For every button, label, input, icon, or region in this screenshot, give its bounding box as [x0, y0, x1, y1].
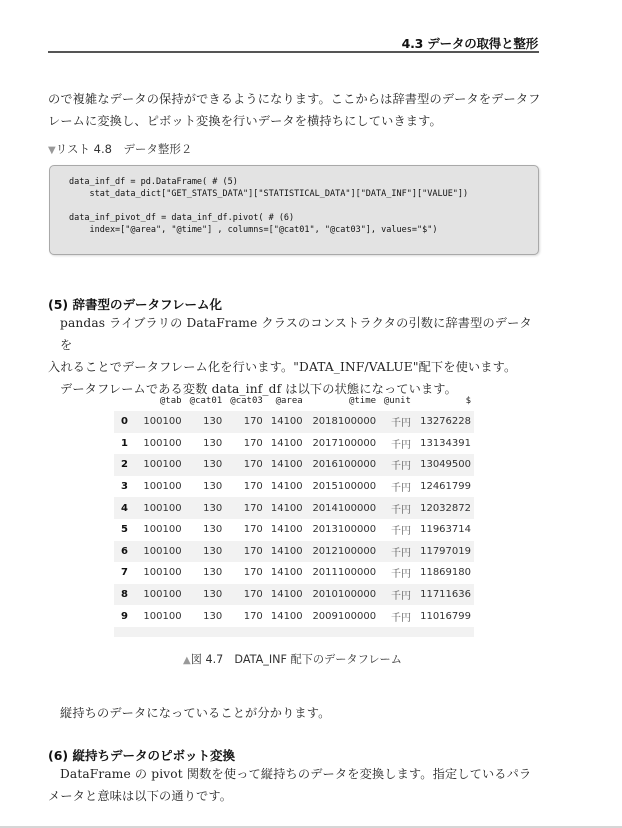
intro-paragraph [48, 88, 543, 132]
section-6-heading: (6) 縦持ちデータのピボット変換 [48, 748, 235, 763]
column-header-cat01: @cat01 [189, 396, 223, 406]
cat01-cell: 130 [185, 454, 226, 476]
figure-caption [183, 651, 402, 667]
unit-cell: 千円 [379, 584, 414, 606]
row-index: 1 [121, 437, 128, 449]
code-line: index=["@area", "@time"] , columns=["@cat01", "@cat03"], values="$") [69, 225, 438, 235]
listing-caption-text: リスト 4.8 データ整形２ [55, 142, 193, 156]
table-row [114, 497, 474, 519]
time-cell: 2016100000 [306, 454, 379, 476]
value-cell: 11797019 [414, 541, 474, 563]
table-row [114, 454, 474, 476]
tab-cell: 100100 [138, 497, 185, 519]
dataframe-table [114, 391, 474, 637]
table-row [114, 562, 474, 584]
cat01-cell: 130 [185, 411, 226, 433]
section-5-line-2: 入れることでデータフレーム化を行います。"DATA_INF/VALUE"配下を使います。 [48, 360, 517, 374]
unit-cell: 千円 [379, 541, 414, 563]
cat03-cell: 170 [243, 610, 263, 622]
area-cell: 14100 [266, 454, 306, 476]
section-6-line-1: DataFrame の pivot 関数を使って縦持ちのデータを変換します。指定しているパラ [60, 767, 532, 781]
time-cell: 2010100000 [306, 584, 379, 606]
unit-cell: 千円 [390, 569, 411, 581]
value-cell: 13049500 [414, 454, 474, 476]
figure-caption-text: 図 4.7 DATA_INF 配下のデータフレーム [190, 653, 402, 666]
section-5-heading: (5) 辞書型のデータフレーム化 [48, 297, 222, 312]
area-cell: 14100 [270, 437, 303, 449]
cat03-cell: 170 [225, 584, 266, 606]
area-cell: 14100 [270, 567, 303, 579]
intro-line-2: レームに変換し、ピボット変換を行いデータを横持ちにしていきます。 [48, 114, 442, 128]
value-cell: 13134391 [420, 437, 471, 449]
unit-cell: 千円 [390, 483, 411, 495]
tab-cell: 100100 [138, 454, 185, 476]
table-row [114, 476, 474, 498]
table-row [114, 411, 474, 433]
unit-cell: 千円 [379, 454, 414, 476]
cat01-cell: 130 [203, 524, 223, 536]
tab-cell: 100100 [138, 411, 185, 433]
triangle-down-icon: ▼ [48, 145, 56, 156]
tab-cell: 100100 [143, 524, 182, 536]
column-header-index [114, 391, 138, 411]
section-5-line-3: データフレームである変数 data_inf_df は以下の状態になっています。 [60, 382, 457, 396]
time-cell: 2017100000 [312, 437, 377, 449]
row-index: 0 [114, 411, 138, 433]
after-figure-line: 縦持ちのデータになっていることが分かります。 [60, 706, 331, 720]
tab-cell: 100100 [143, 567, 182, 579]
time-cell: 2009100000 [312, 610, 377, 622]
section-6-line-2: メータと意味は以下の通りです。 [48, 789, 233, 803]
code-line: data_inf_pivot_df = data_inf_df.pivot( # (6) [69, 213, 295, 223]
after-figure-paragraph [48, 702, 543, 724]
cat03-cell: 170 [243, 481, 263, 493]
cat01-cell: 130 [203, 610, 223, 622]
value-cell: 11869180 [420, 567, 471, 579]
cat03-cell: 170 [243, 437, 263, 449]
area-cell: 14100 [270, 524, 303, 536]
section-5-line-1: pandas ライブラリの DataFrame クラスのコンストラクタの引数に辞書型のデータを [60, 316, 532, 352]
unit-cell: 千円 [379, 411, 414, 433]
table-row [114, 433, 474, 455]
code-listing [49, 165, 539, 255]
table-row [114, 519, 474, 541]
time-cell: 2011100000 [312, 567, 377, 579]
tab-cell: 100100 [138, 584, 185, 606]
cat03-cell: 170 [225, 497, 266, 519]
value-cell: 12461799 [420, 481, 471, 493]
area-cell: 14100 [266, 411, 306, 433]
cat01-cell: 130 [185, 497, 226, 519]
row-index: 4 [114, 497, 138, 519]
area-cell: 14100 [270, 481, 303, 493]
time-cell: 2012100000 [306, 541, 379, 563]
value-cell: 13276228 [414, 411, 474, 433]
triangle-up-icon: ▲ [183, 655, 191, 666]
area-cell: 14100 [266, 541, 306, 563]
unit-cell: 千円 [390, 526, 411, 538]
cat03-cell: 170 [243, 524, 263, 536]
code-line: stat_data_dict["GET_STATS_DATA"]["STATISTICAL_DATA"]["DATA_INF"]["VALUE"]) [69, 189, 469, 199]
running-header [48, 34, 539, 53]
value-cell: 12032872 [414, 497, 474, 519]
unit-cell: 千円 [390, 612, 411, 624]
column-header-value: $ [465, 396, 471, 406]
table-row [114, 541, 474, 563]
column-header-area: @area [275, 396, 303, 406]
value-cell: 11963714 [420, 524, 471, 536]
time-cell: 2018100000 [306, 411, 379, 433]
tab-cell: 100100 [143, 610, 182, 622]
table-bottom-band [114, 627, 474, 637]
row-index: 5 [121, 524, 128, 536]
cat03-cell: 170 [225, 541, 266, 563]
unit-cell: 千円 [379, 497, 414, 519]
cat01-cell: 130 [203, 437, 223, 449]
row-index: 7 [121, 567, 128, 579]
table-bottom-band-cell [114, 627, 474, 637]
row-index: 3 [121, 481, 128, 493]
section-5-paragraph [48, 312, 543, 400]
row-index: 6 [114, 541, 138, 563]
cat01-cell: 130 [203, 481, 223, 493]
code-line: data_inf_df = pd.DataFrame( # (5) [69, 177, 238, 187]
area-cell: 14100 [266, 497, 306, 519]
intro-line-1: ので複雑なデータの保持ができるようになります。ここからは辞書型のデータをデータフ [48, 92, 541, 106]
chapter-section-title: 4.3 データの取得と整形 [401, 36, 538, 51]
cat03-cell: 170 [243, 567, 263, 579]
area-cell: 14100 [270, 610, 303, 622]
value-cell: 11016799 [420, 610, 471, 622]
column-header-unit: @unit [383, 396, 411, 406]
tab-cell: 100100 [143, 437, 182, 449]
area-cell: 14100 [266, 584, 306, 606]
row-index: 2 [114, 454, 138, 476]
unit-cell: 千円 [390, 439, 411, 451]
table-row [114, 584, 474, 606]
time-cell: 2015100000 [312, 481, 377, 493]
value-cell: 11711636 [414, 584, 474, 606]
table-header-row [114, 391, 474, 411]
table-row [114, 605, 474, 627]
tab-cell: 100100 [138, 541, 185, 563]
column-header-time: @time [348, 396, 377, 406]
cat03-cell: 170 [225, 411, 266, 433]
row-index: 8 [114, 584, 138, 606]
cat01-cell: 130 [185, 584, 226, 606]
column-header-tab: @tab [159, 396, 182, 406]
column-header-cat03: @cat03 [230, 396, 263, 406]
cat03-cell: 170 [225, 454, 266, 476]
section-6-paragraph [48, 763, 543, 807]
time-cell: 2013100000 [312, 524, 377, 536]
tab-cell: 100100 [143, 481, 182, 493]
time-cell: 2014100000 [306, 497, 379, 519]
code-block [69, 176, 468, 236]
listing-caption [48, 141, 192, 157]
cat01-cell: 130 [185, 541, 226, 563]
row-index: 9 [121, 610, 128, 622]
cat01-cell: 130 [203, 567, 223, 579]
